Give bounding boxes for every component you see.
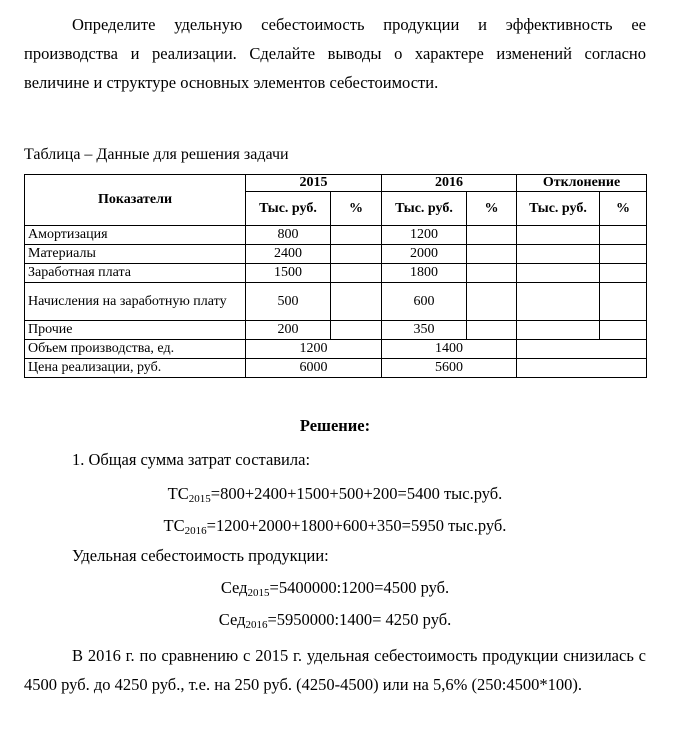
table-row [25, 340, 647, 359]
formula-sed-2016: Сед$_{2016}$=5950000:1400= 4250 руб. [218, 610, 452, 631]
row-label: Материалы [25, 245, 246, 264]
cell-2015: 200 [246, 321, 331, 340]
task-statement: Определите удельную себестоимость продукции и эффективность ее производства и реализации. Сделайте выводы о характере изменений согласно величине и структуре основных элементов себестоимости. [24, 15, 646, 92]
header-year-2016: 2016 [382, 175, 517, 192]
row-label: Цена реализации, руб. [25, 359, 246, 378]
cell-2015: 1200 [246, 340, 382, 359]
header-deviation: Отклонение [517, 175, 647, 192]
solution-heading: Решение: [299, 416, 371, 435]
header-unit-deviation: Тыс. руб. [517, 192, 600, 226]
cell-2015: 2400 [246, 245, 331, 264]
cell-2016: 5600 [382, 359, 517, 378]
table-row [25, 264, 647, 283]
table-row [25, 359, 647, 378]
formula-sed-2015: Сед$_{2015}$=5400000:1200=4500 руб. [220, 578, 450, 599]
header-year-2015: 2015 [246, 175, 382, 192]
formula-tc-2015: $ТС_{2015}=800+2400+1500+500+200=5400$ тыс.руб. [167, 484, 503, 505]
conclusion: В 2016 г. по сравнению с 2015 г. удельная себестоимость продукции снизилась с 4500 руб. до 4250 руб., т.е. на 250 руб. (4250-4500) или на 5,6% (250:4500*100). [24, 646, 646, 694]
table-row [25, 321, 647, 340]
row-label: Заработная плата [25, 264, 246, 283]
data-table [24, 174, 647, 378]
header-percent-2016: % [467, 192, 517, 226]
cell-2016: 2000 [382, 245, 467, 264]
row-label: Прочие [25, 321, 246, 340]
table-row [25, 245, 647, 264]
cell-2015: 800 [246, 226, 331, 245]
header-percent-2015: % [331, 192, 382, 226]
header-percent-deviation: % [600, 192, 647, 226]
cell-2016: 1200 [382, 226, 467, 245]
step-1: 1. Общая сумма затрат составила: [72, 450, 311, 469]
cell-2016: 350 [382, 321, 467, 340]
table-row [25, 283, 647, 321]
unit-cost-label: Удельная себестоимость продукции: [72, 546, 329, 565]
formula-tc-2016: $ТС_{2016}=1200+2000+1800+600+350=5950$ тыс.руб. [163, 516, 507, 537]
cell-2016: 600 [382, 283, 467, 321]
header-row-years [25, 175, 647, 192]
cell-2016: 1800 [382, 264, 467, 283]
row-label: Амортизация [25, 226, 246, 245]
cell-2015: 1500 [246, 264, 331, 283]
cell-2015: 500 [246, 283, 331, 321]
header-unit-2016: Тыс. руб. [382, 192, 467, 226]
table-row [25, 226, 647, 245]
header-indicators: Показатели [25, 175, 246, 226]
row-label: Начисления на заработную плату [25, 283, 246, 321]
cell-2016: 1400 [382, 340, 517, 359]
table-title: Таблица – Данные для решения задачи [24, 146, 289, 163]
row-label: Объем производства, ед. [25, 340, 246, 359]
header-unit-2015: Тыс. руб. [246, 192, 331, 226]
cell-2015: 6000 [246, 359, 382, 378]
